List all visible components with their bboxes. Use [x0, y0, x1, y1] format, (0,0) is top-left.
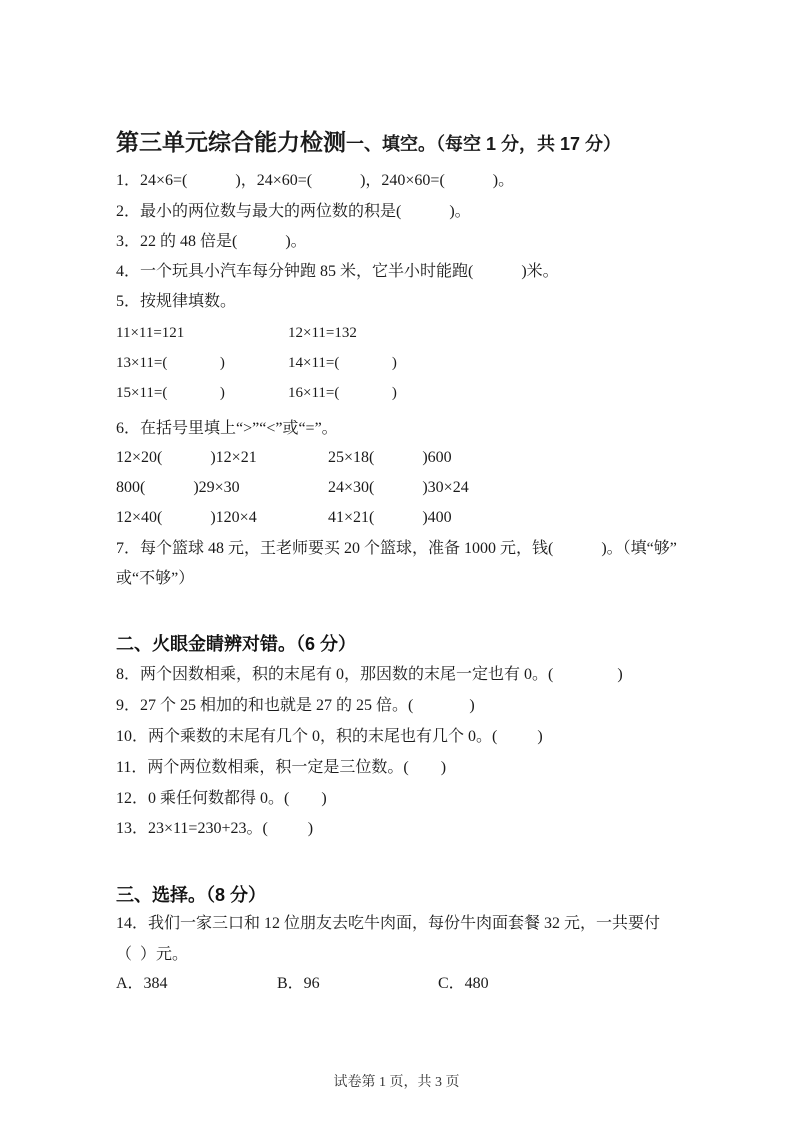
- question-12: 12．0 乘任何数都得 0。( ): [116, 790, 327, 807]
- q6-row3-col2: 41×21( )400: [328, 509, 452, 526]
- question-14-line2: （ ）元。: [116, 946, 189, 963]
- question-11: 11．两个两位数相乘，积一定是三位数。( ): [116, 759, 447, 776]
- question-1: 1．24×6=( )，24×60=( )，240×60=( )。: [116, 172, 515, 189]
- q6-row1-col2: 25×18( )600: [328, 449, 452, 466]
- option-b: B．96: [277, 975, 320, 992]
- question-4: 4．一个玩具小汽车每分钟跑 85 米，它半小时能跑( )米。: [116, 263, 559, 280]
- q6-row3-col1: 12×40( )120×4: [116, 509, 257, 526]
- question-7-line1: 7．每个篮球 48 元，王老师要买 20 个篮球，准备 1000 元，钱( )。（填“够”: [116, 540, 677, 557]
- section2-heading: 二、火眼金睛辨对错。（6 分）: [116, 634, 357, 654]
- q6-row2-col1: 800( )29×30: [116, 479, 240, 496]
- option-c: C．480: [438, 975, 489, 992]
- q5-row3-col1: 15×11=( ): [116, 385, 225, 401]
- q5-row1-col2: 12×11=132: [288, 325, 357, 341]
- question-2: 2．最小的两位数与最大的两位数的积是( )。: [116, 203, 471, 220]
- question-9: 9．27 个 25 相加的和也就是 27 的 25 倍。( ): [116, 697, 475, 714]
- question-3: 3．22 的 48 倍是( )。: [116, 233, 307, 250]
- title-line: [116, 124, 703, 157]
- question-7-line2: 或“不够”）: [116, 570, 195, 587]
- question-6: 6．在括号里填上“>”“<”或“=”。: [116, 420, 338, 437]
- option-a: A．384: [116, 975, 168, 992]
- question-10: 10．两个乘数的末尾有几个 0，积的末尾也有几个 0。( ): [116, 728, 543, 745]
- page-footer: 试卷第 1 页，共 3 页: [333, 1075, 460, 1090]
- q6-row1-col1: 12×20( )12×21: [116, 449, 257, 466]
- q5-row2-col2: 14×11=( ): [288, 355, 397, 371]
- q5-row2-col1: 13×11=( ): [116, 355, 225, 371]
- q5-row1-col1: 11×11=121: [116, 325, 185, 341]
- question-13: 13．23×11=230+23。( ): [116, 820, 314, 837]
- section3-heading: 三、选择。（8 分）: [116, 885, 267, 905]
- question-8: 8．两个因数相乘，积的末尾有 0，那因数的末尾一定也有 0。( ): [116, 666, 623, 683]
- q5-row3-col2: 16×11=( ): [288, 385, 397, 401]
- section1-heading: 一、填空。（每空 1 分，共 17 分）: [346, 134, 622, 154]
- q6-row2-col2: 24×30( )30×24: [328, 479, 469, 496]
- question-5: 5．按规律填数。: [116, 293, 237, 310]
- doc-title: 第三单元综合能力检测: [116, 129, 346, 155]
- question-14-line1: 14．我们一家三口和 12 位朋友去吃牛肉面，每份牛肉面套餐 32 元，一共要付: [116, 915, 661, 932]
